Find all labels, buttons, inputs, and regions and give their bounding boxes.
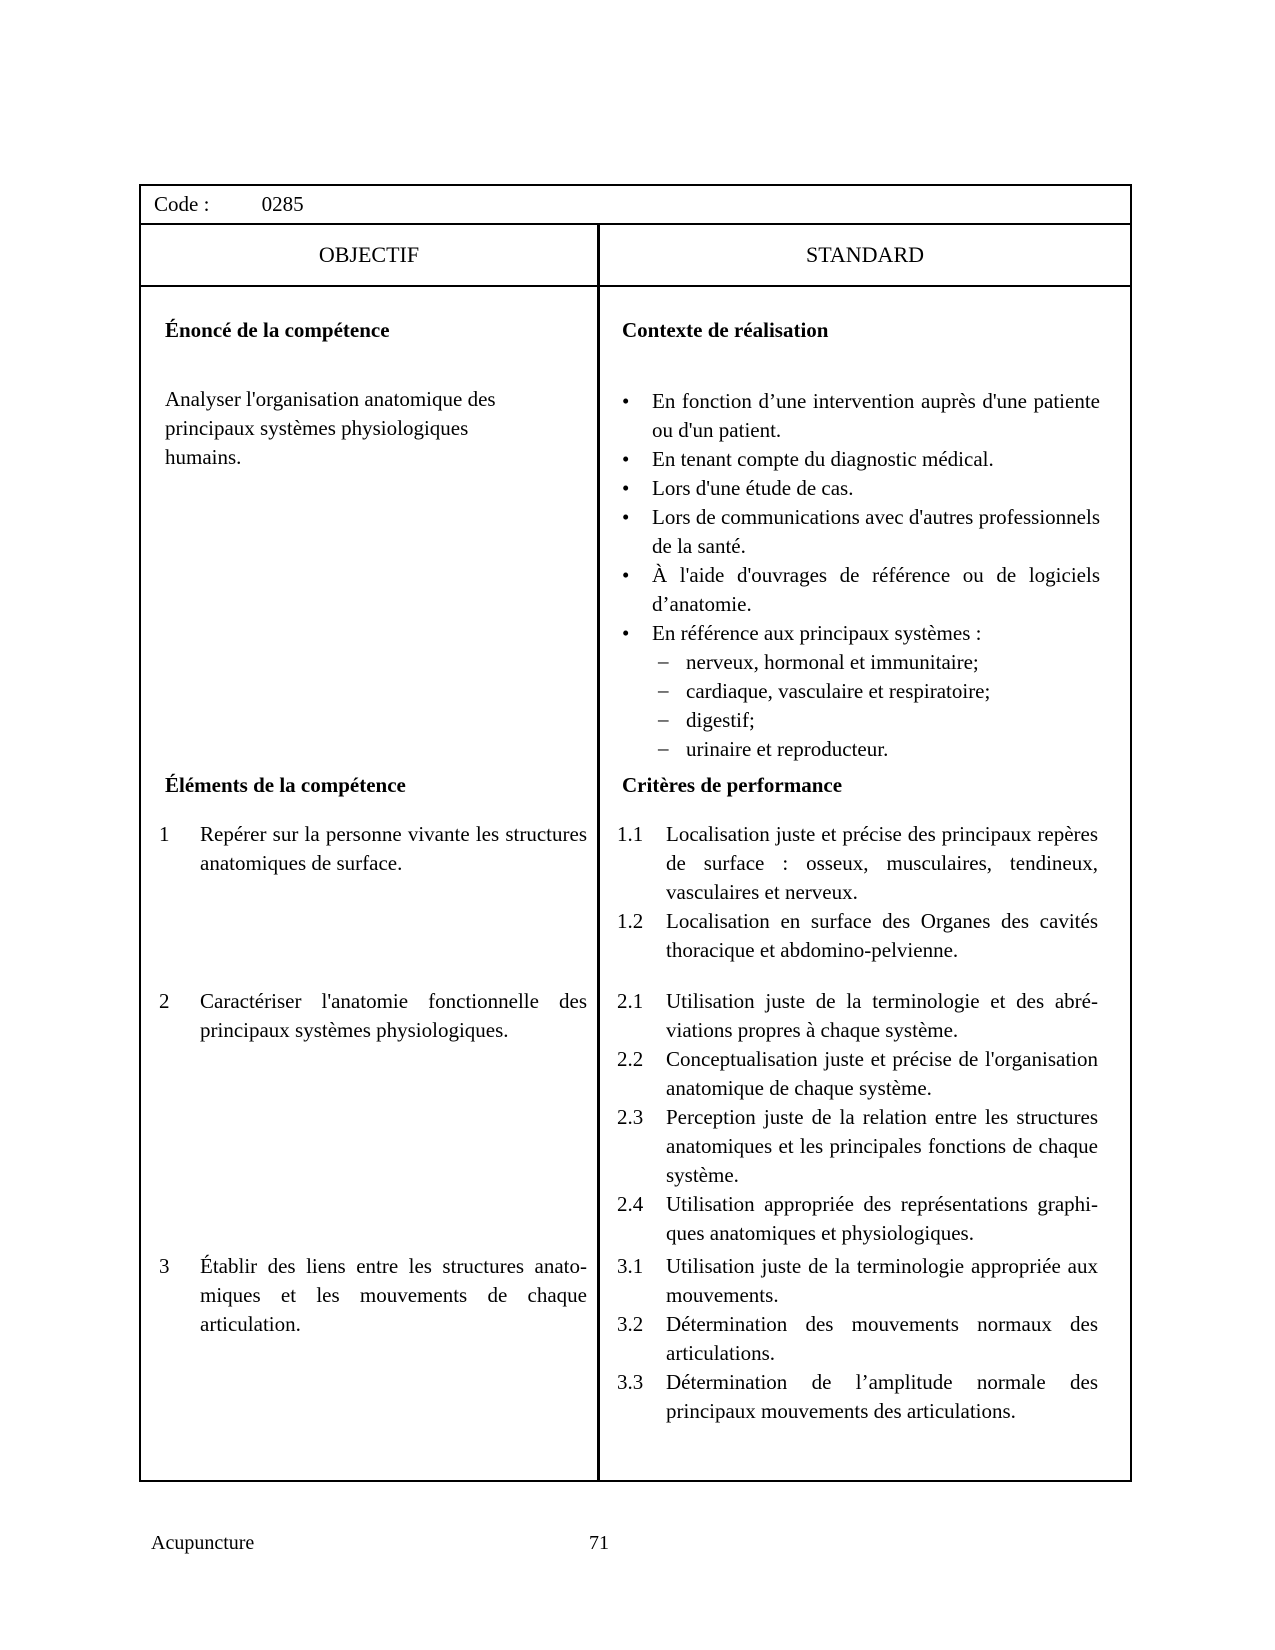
criteria-group-2 — [617, 987, 1098, 1248]
criterion-text: Conceptualisation juste et précise de l'organisation anatomique de chaque système. — [666, 1047, 1098, 1100]
system-sub-item — [622, 677, 1100, 706]
code-row — [141, 186, 1130, 225]
criterion-number: 2.4 — [617, 1192, 644, 1216]
criterion-text: Utilisation juste de la terminologie et des abréviations propres à chaque système. — [666, 989, 1098, 1042]
elements-title: Éléments de la compétence — [165, 773, 406, 797]
bullet-text: À l'aide d'ouvrages de référence ou de logiciels d’anatomie. — [652, 563, 1100, 616]
criterion-number: 2.2 — [617, 1047, 644, 1071]
element-number: 3 — [159, 1254, 170, 1278]
element-item — [159, 1252, 587, 1339]
element-number: 1 — [159, 822, 170, 846]
criterion-number: 3.3 — [617, 1370, 644, 1394]
criterion-item — [617, 1045, 1098, 1103]
bullet-item — [622, 561, 1100, 619]
system-sub-item — [622, 706, 1100, 735]
footer-program-name: Acupuncture — [151, 1532, 255, 1554]
criterion-text: Perception juste de la relation entre les structures anatomiques et les principales fonctions de chaque système. — [666, 1105, 1098, 1187]
bullet-text: En référence aux principaux systèmes : — [652, 621, 982, 645]
criterion-item — [617, 1103, 1098, 1190]
sub-item-text: cardiaque, vasculaire et respiratoire; — [686, 679, 991, 703]
bullet-icon: • — [622, 389, 630, 413]
element-text: Caractériser l'anatomie fonctionnelle des principaux systèmes physiologiques. — [200, 989, 587, 1042]
objectif-cell — [141, 287, 600, 1480]
criterion-text: Localisation juste et précise des principaux repères de surface : osseux, musculaires, tendineux, vasculaires et nerveux. — [666, 822, 1098, 904]
element-text: Établir des liens entre les structures anatomiques et les mouvements de chaque articulation. — [200, 1254, 587, 1336]
contexte-section — [622, 315, 1100, 764]
enonce-title: Énoncé de la compétence — [165, 318, 390, 342]
contexte-bullet-list — [622, 387, 1100, 764]
column-header-objectif: OBJECTIF — [141, 225, 600, 285]
bullet-text: En tenant compte du diagnostic médical. — [652, 447, 994, 471]
system-sub-item — [622, 735, 1100, 764]
standard-cell — [600, 287, 1130, 1480]
bullet-item — [622, 387, 1100, 445]
element-text: Repérer sur la personne vivante les structures anatomiques de surface. — [200, 822, 587, 875]
dash-icon: – — [658, 649, 669, 673]
column-header-standard: STANDARD — [805, 242, 925, 267]
footer-page-number: 71 — [589, 1532, 609, 1554]
criterion-number: 3.1 — [617, 1254, 644, 1278]
criterion-text: Utilisation juste de la terminologie appropriée aux mouvements. — [666, 1254, 1098, 1307]
code-value: 0285 — [261, 192, 304, 216]
bullet-text: Lors d'une étude de cas. — [652, 476, 854, 500]
element-item — [159, 987, 587, 1045]
criteria-group-3 — [617, 1252, 1098, 1426]
criterion-number: 3.2 — [617, 1312, 644, 1336]
element-number: 2 — [159, 989, 170, 1013]
dash-icon: – — [658, 707, 669, 731]
bullet-item — [622, 503, 1100, 561]
criterion-number: 2.3 — [617, 1105, 644, 1129]
table-header-row — [141, 225, 1130, 287]
criterion-item — [617, 907, 1098, 965]
sub-item-text: urinaire et reproducteur. — [686, 737, 889, 761]
criterion-number: 2.1 — [617, 989, 644, 1013]
bullet-text: Lors de communications avec d'autres professionnels de la santé. — [652, 505, 1100, 558]
criterion-text: Détermination de l’amplitude normale des principaux mouvements des articulations. — [666, 1370, 1098, 1423]
criterion-item — [617, 1368, 1098, 1426]
criterion-item — [617, 987, 1098, 1045]
competency-table — [139, 184, 1132, 1482]
system-sub-item — [622, 648, 1100, 677]
criterion-item — [617, 820, 1098, 907]
criterion-text: Localisation en surface des Organes des cavités thoracique et abdomino-pelvienne. — [666, 909, 1098, 962]
criteria-group-1 — [617, 820, 1098, 965]
dash-icon: – — [658, 678, 669, 702]
bullet-item — [622, 619, 1100, 648]
contexte-title: Contexte de réalisation — [622, 318, 829, 342]
bullet-icon: • — [622, 447, 630, 471]
code-label: Code : — [154, 192, 210, 216]
bullet-item — [622, 445, 1100, 474]
bullet-icon: • — [622, 476, 630, 500]
competence-statement: Analyser l'organisation anatomique des principaux systèmes physiologiques humains. — [165, 387, 496, 469]
criterion-text: Détermination des mouvements normaux des articulations. — [666, 1312, 1098, 1365]
table-content-row — [141, 287, 1130, 1480]
dash-icon: – — [658, 736, 669, 760]
criterion-item — [617, 1310, 1098, 1368]
sub-item-text: digestif; — [686, 708, 755, 732]
criterion-item — [617, 1252, 1098, 1310]
criterion-number: 1.2 — [617, 909, 644, 933]
criterion-item — [617, 1190, 1098, 1248]
bullet-icon: • — [622, 505, 630, 529]
bullet-item — [622, 474, 1100, 503]
criterion-number: 1.1 — [617, 822, 644, 846]
bullet-icon: • — [622, 563, 630, 587]
sub-item-text: nerveux, hormonal et immunitaire; — [686, 650, 979, 674]
bullet-icon: • — [622, 621, 630, 645]
enonce-section — [165, 315, 579, 472]
criterion-text: Utilisation appropriée des représentations graphiques anatomiques et physiologiques. — [666, 1192, 1098, 1245]
element-item — [159, 820, 587, 878]
criteres-title: Critères de performance — [622, 773, 843, 797]
bullet-text: En fonction d’une intervention auprès d'une patiente ou d'un patient. — [652, 389, 1100, 442]
